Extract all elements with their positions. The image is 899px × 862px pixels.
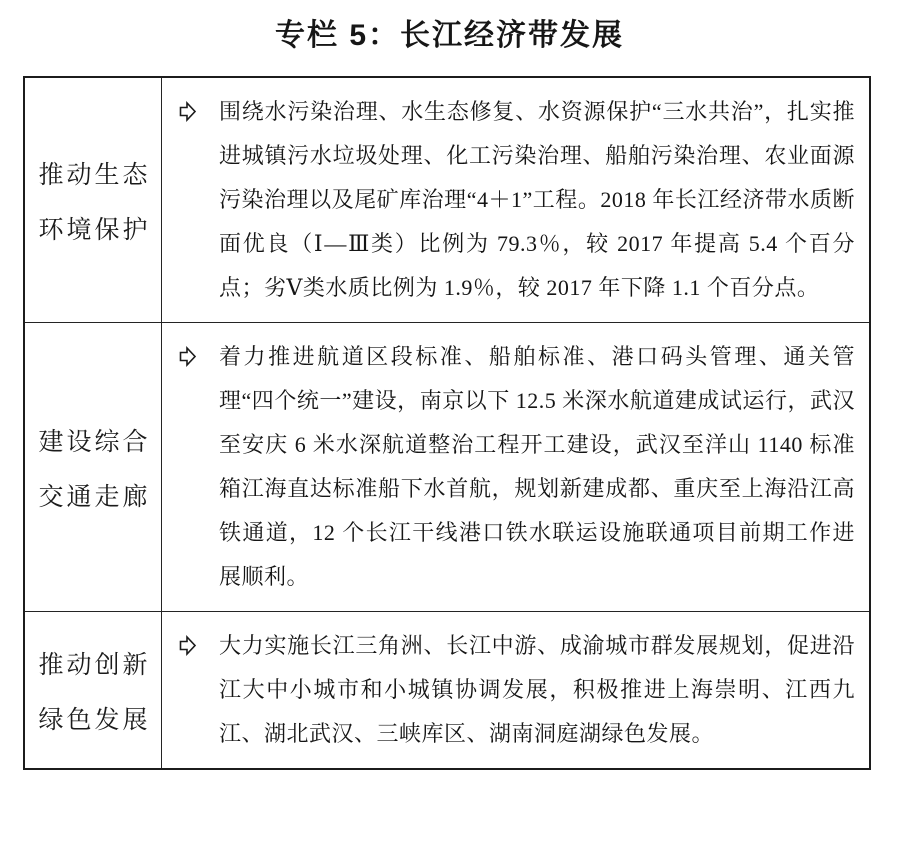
row-content-text: 着力推进航道区段标准、船舶标准、港口码头管理、通关管理“四个统一”建设，南京以下 12.5 米深水航道建成试运行，武汉至安庆 6 米水深航道整治工程开工建设，武汉至洋山 1140 标准箱江海直达标准船下水首航，规划新建成都、重庆至上海沿江高铁通道，12 个长江干线港口铁水联运设施联通项目前期工作进展顺利。	[219, 344, 855, 589]
row-label-line: 推动生态	[38, 160, 151, 189]
row-label-cell	[25, 612, 162, 768]
row-label-line: 绿色发展	[38, 705, 151, 734]
row-label-cell	[25, 78, 162, 322]
row-label-line: 推动创新	[38, 650, 151, 679]
row-content-text: 围绕水污染治理、水生态修复、水资源保护“三水共治”，扎实推进城镇污水垃圾处理、化工污染治理、船舶污染治理、农业面源污染治理以及尾矿库治理“4＋1”工程。2018 年长江经济带水质断面优良（Ⅰ—Ⅲ类）比例为 79.3％，较 2017 年提高 5.4 个百分点；劣Ⅴ类水质比例为 1.9％，较 2017 年下降 1.1 个百分点。	[219, 99, 855, 300]
bullet-arrow-icon	[179, 335, 219, 599]
row-label-line: 环境保护	[38, 215, 151, 244]
table-row	[25, 78, 869, 322]
feature-table	[23, 76, 871, 770]
row-content	[162, 612, 869, 768]
row-content-text: 大力实施长江三角洲、长江中游、成渝城市群发展规划，促进沿江大中小城市和小城镇协调发展，积极推进上海崇明、江西九江、湖北武汉、三峡库区、湖南洞庭湖绿色发展。	[219, 633, 855, 746]
row-content	[162, 323, 869, 611]
row-label-line: 建设综合	[38, 427, 151, 456]
row-content	[162, 78, 869, 322]
bullet-arrow-icon	[179, 90, 219, 310]
bullet-arrow-icon	[179, 624, 219, 756]
row-label-line: 交通走廊	[38, 482, 151, 511]
row-label-cell	[25, 323, 162, 611]
page-title: 专栏 5：长江经济带发展	[274, 19, 625, 52]
table-row	[25, 611, 869, 768]
table-row	[25, 322, 869, 611]
